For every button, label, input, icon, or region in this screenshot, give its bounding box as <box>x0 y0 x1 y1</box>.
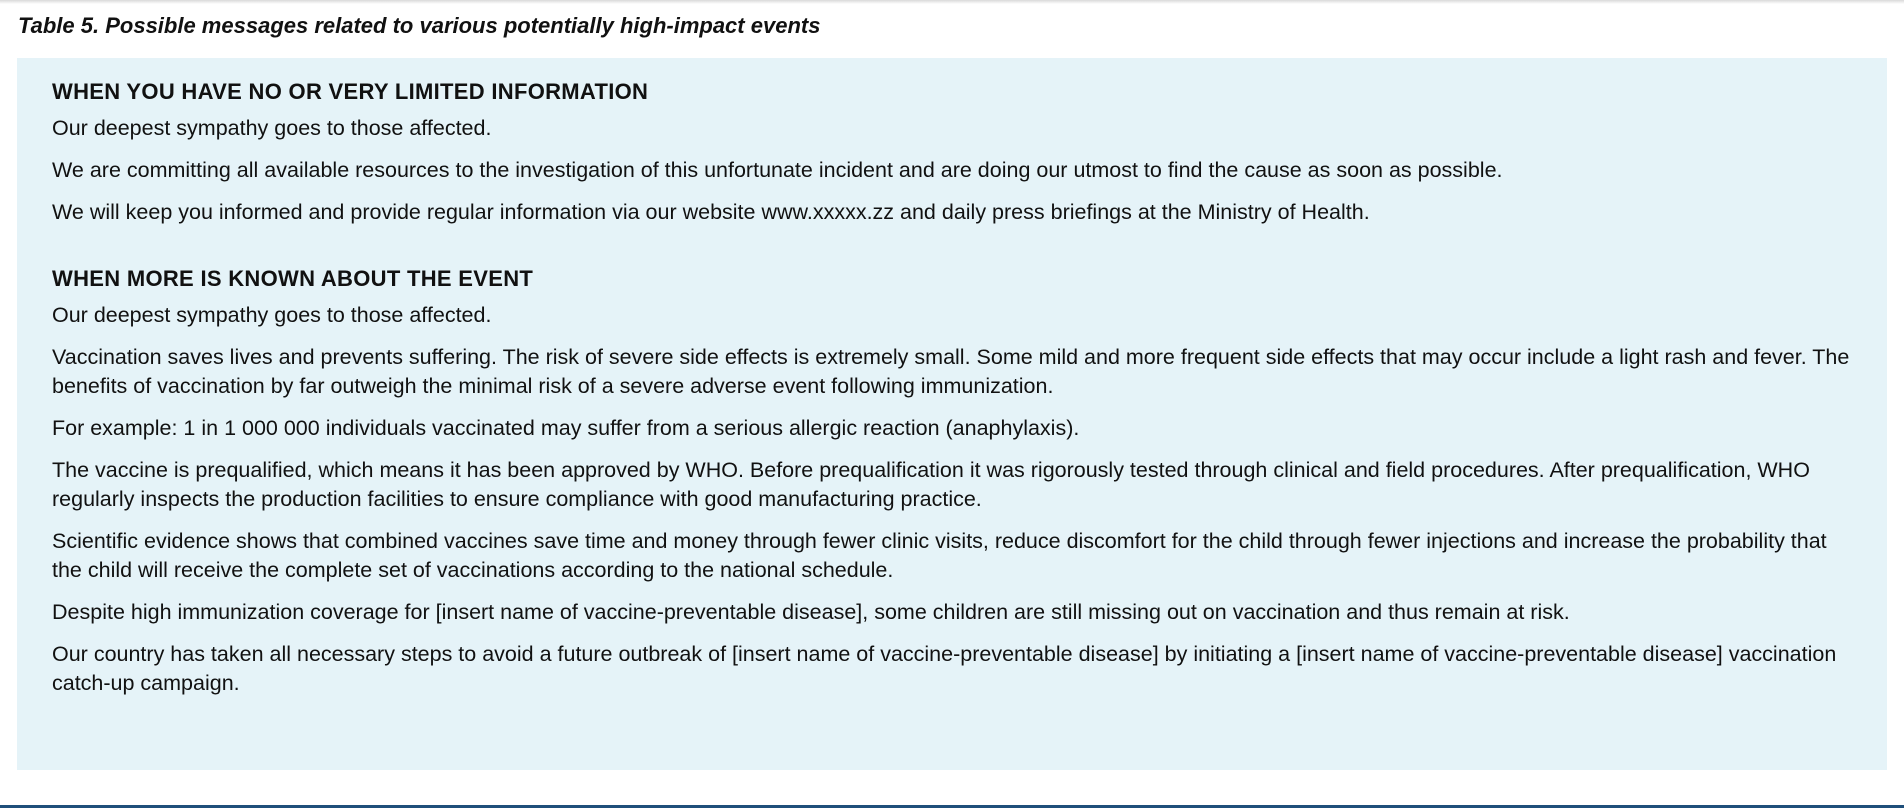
section-heading: WHEN MORE IS KNOWN ABOUT THE EVENT <box>52 266 534 291</box>
message-item: Our country has taken all necessary steps to avoid a future outbreak of [insert name of vaccine-preventable disease] by initiating a [insert name of vaccine-preventable disease] vaccination catch-up campaign. <box>52 642 1837 695</box>
section-more-known <box>52 265 1853 698</box>
message-item: For example: 1 in 1 000 000 individuals vaccinated may suffer from a serious allergic reaction (anaphylaxis). <box>52 416 1080 440</box>
table-caption: Table 5. Possible messages related to various potentially high-impact events <box>18 13 821 38</box>
section-no-information <box>52 78 1853 227</box>
message-item: The vaccine is prequalified, which means it has been approved by WHO. Before prequalification it was rigorously tested through clinical and field procedures. After prequalification, WHO regularly inspects the production facilities to ensure compliance with good manufacturing practice. <box>52 458 1810 511</box>
top-shadow <box>0 0 1904 4</box>
message-item: Despite high immunization coverage for [insert name of vaccine-preventable disease], some children are still missing out on vaccination and thus remain at risk. <box>52 600 1570 624</box>
message-item: Scientific evidence shows that combined vaccines save time and money through fewer clinic visits, reduce discomfort for the child through fewer injections and increase the probability that the child will receive the complete set of vaccinations according to the national schedule. <box>52 529 1827 582</box>
message-item: Our deepest sympathy goes to those affected. <box>52 116 492 140</box>
message-item: Vaccination saves lives and prevents suffering. The risk of severe side effects is extremely small. Some mild and more frequent side effects that may occur include a light rash and fever. The benefits of vaccination by far outweigh the minimal risk of a severe adverse event following immunization. <box>52 345 1850 398</box>
message-item: Our deepest sympathy goes to those affected. <box>52 303 492 327</box>
message-item: We are committing all available resources to the investigation of this unfortunate incident and are doing our utmost to find the cause as soon as possible. <box>52 158 1503 182</box>
messages-table <box>17 58 1887 770</box>
message-item: We will keep you informed and provide regular information via our website www.xxxxx.zz and daily press briefings at the Ministry of Health. <box>52 200 1370 224</box>
bottom-divider <box>0 805 1904 808</box>
section-heading: WHEN YOU HAVE NO OR VERY LIMITED INFORMATION <box>52 79 649 104</box>
